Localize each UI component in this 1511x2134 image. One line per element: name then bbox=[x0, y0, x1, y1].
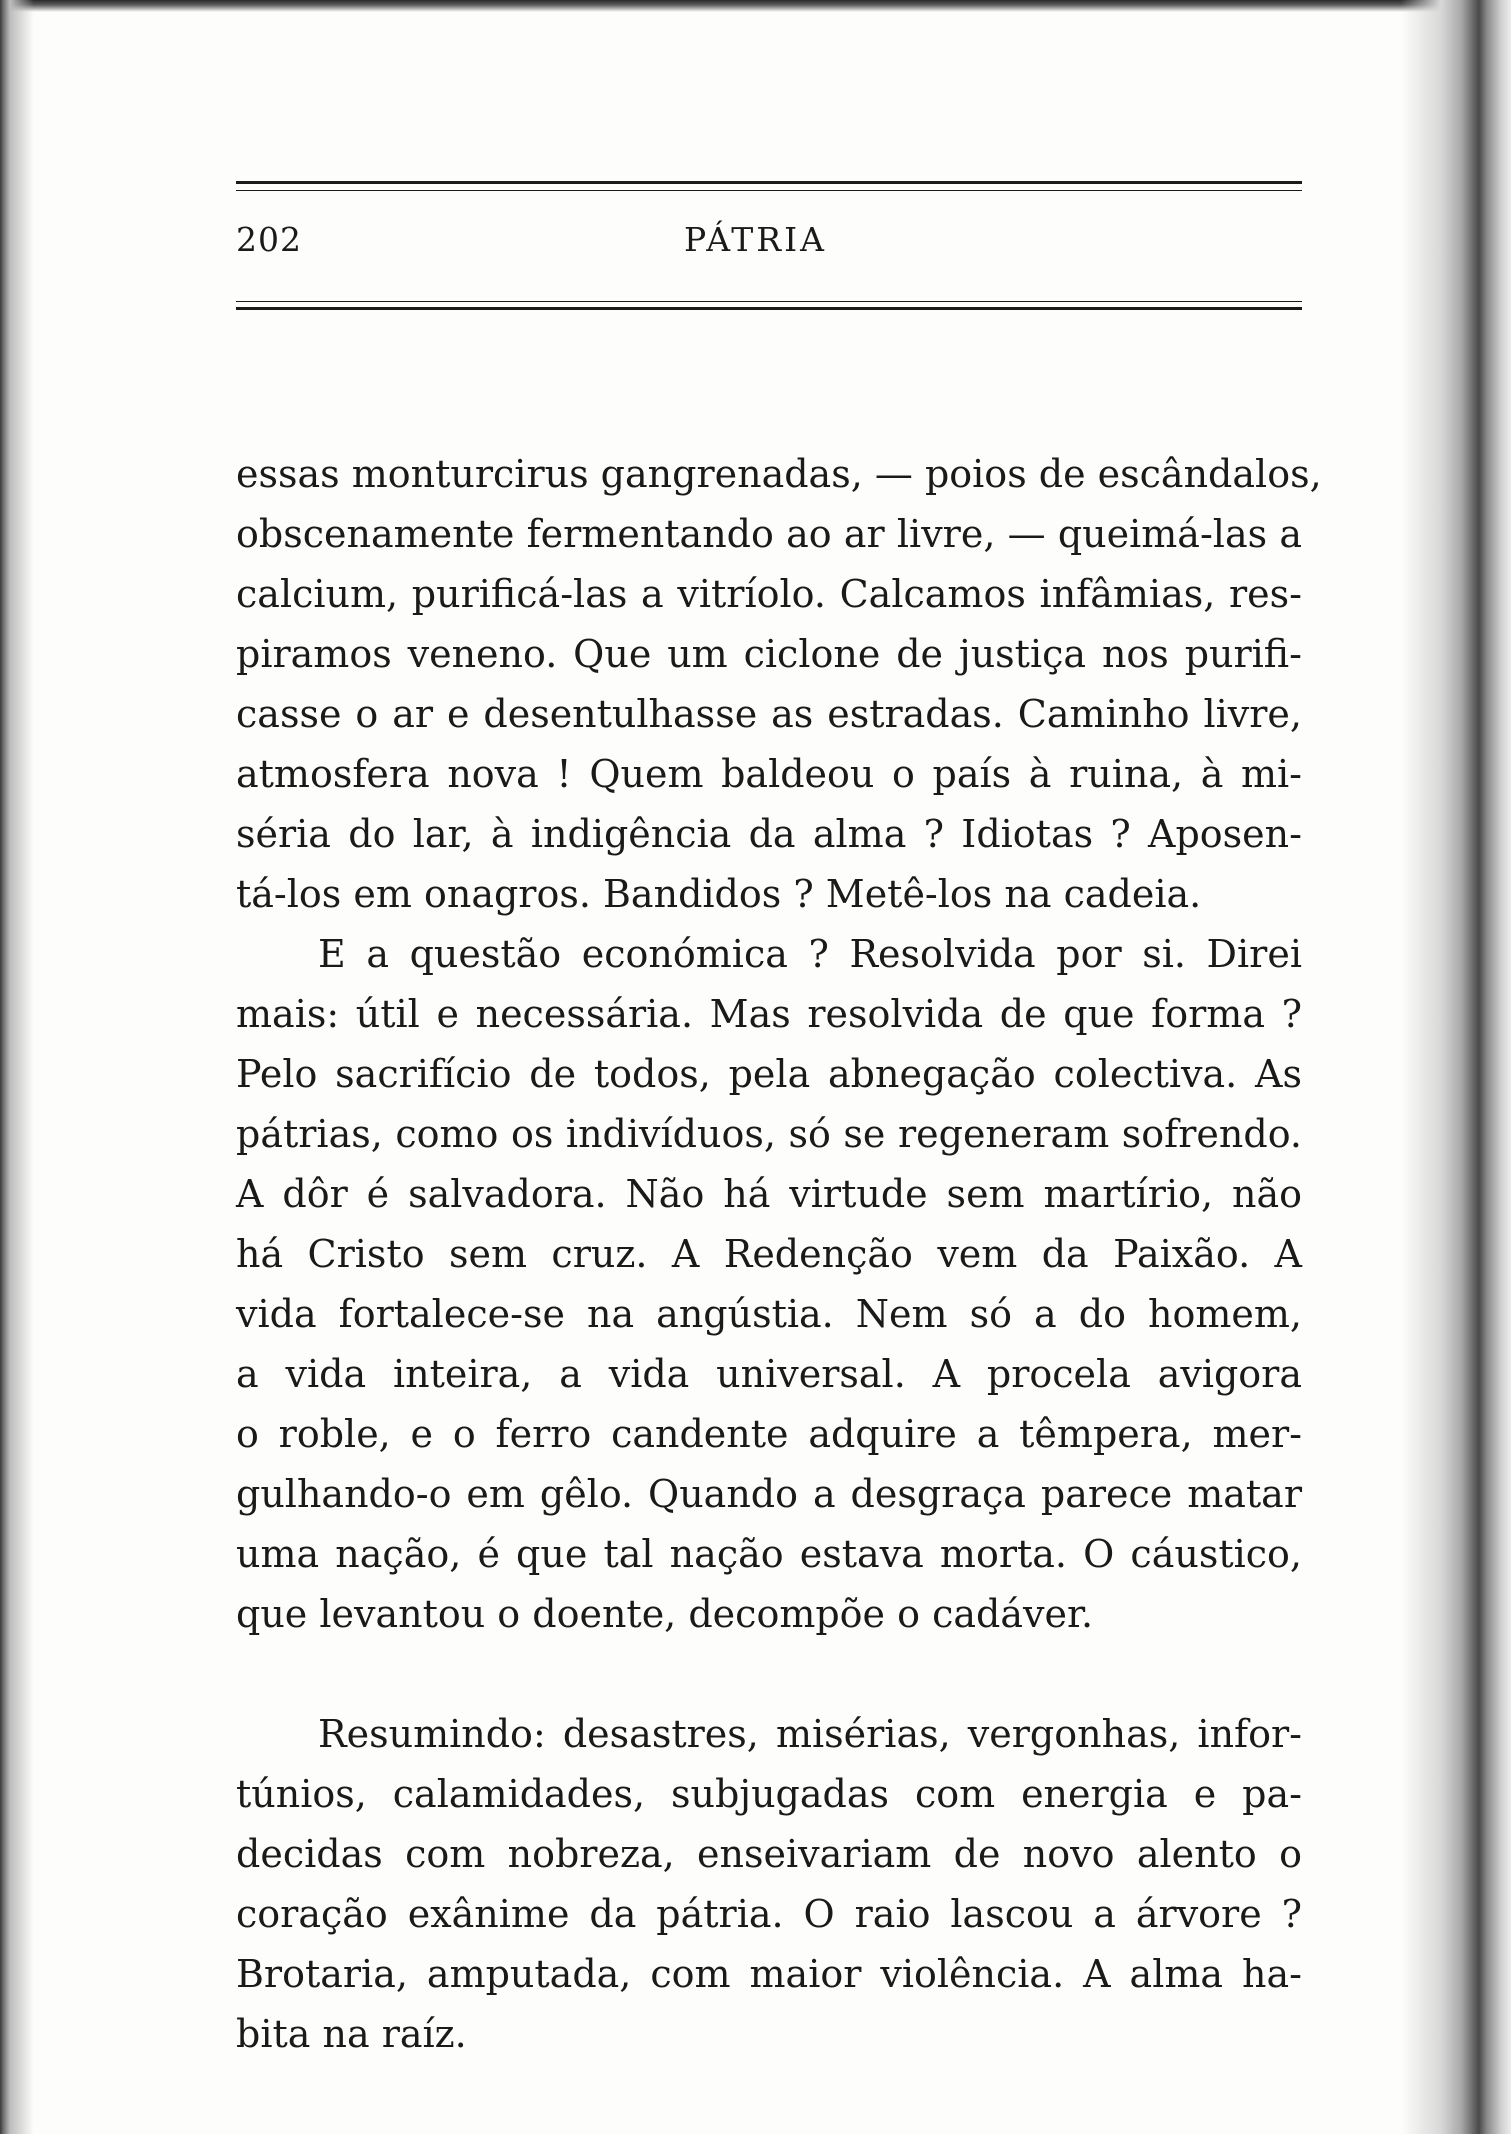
text-line: essas monturcirus gangrenadas, — poios de escândalos, bbox=[236, 452, 1322, 496]
text-line: A dôr é salvadora. Não há virtude sem martírio, não bbox=[236, 1172, 1302, 1216]
text-line: há Cristo sem cruz. A Redenção vem da Paixão. A bbox=[236, 1232, 1302, 1276]
scan-edge-right bbox=[1401, 0, 1511, 2134]
scan-edge-left bbox=[0, 0, 34, 2134]
paragraph bbox=[236, 924, 1302, 1644]
paragraph-gap bbox=[236, 1644, 1302, 1704]
text-line: túnios, calamidades, subjugadas com energia e pa- bbox=[236, 1772, 1302, 1816]
text-line: calcium, purificá-las a vitríolo. Calcamos infâmias, res- bbox=[236, 572, 1302, 616]
text-line: uma nação, é que tal nação estava morta. O cáustico, bbox=[236, 1532, 1302, 1576]
text-line: a vida inteira, a vida universal. A procela avigora bbox=[236, 1352, 1302, 1396]
header-rule-bottom-thick bbox=[236, 307, 1302, 310]
paragraph bbox=[236, 1704, 1302, 2064]
body-text bbox=[236, 444, 1322, 2064]
text-line: piramos veneno. Que um ciclone de justiça nos purifi- bbox=[236, 632, 1302, 676]
text-line: obscenamente fermentando ao ar livre, — queimá-las a bbox=[236, 512, 1302, 556]
text-line: que levantou o doente, decompõe o cadáver. bbox=[236, 1592, 1094, 1636]
text-line: o roble, e o ferro candente adquire a têmpera, mer- bbox=[236, 1412, 1302, 1456]
text-line: mais: útil e necessária. Mas resolvida de que forma ? bbox=[236, 992, 1302, 1036]
running-title: PÁTRIA bbox=[684, 220, 827, 259]
text-line: tá-los em onagros. Bandidos ? Metê-los na cadeia. bbox=[236, 872, 1202, 916]
text-line: gulhando-o em gêlo. Quando a desgraça parece matar bbox=[236, 1472, 1302, 1516]
header-rule-top-thin bbox=[236, 190, 1302, 191]
text-line: Resumindo: desastres, misérias, vergonhas, infor- bbox=[318, 1712, 1302, 1756]
text-line: vida fortalece-se na angústia. Nem só a do homem, bbox=[236, 1292, 1302, 1336]
text-line: Pelo sacrifício de todos, pela abnegação colectiva. As bbox=[236, 1052, 1302, 1096]
text-line: bita na raíz. bbox=[236, 2012, 467, 2056]
text-line: E a questão económica ? Resolvida por si. Direi bbox=[318, 932, 1302, 976]
scan-edge-top bbox=[0, 0, 1511, 12]
text-line: coração exânime da pátria. O raio lascou a árvore ? bbox=[236, 1892, 1302, 1936]
page-number: 202 bbox=[236, 220, 302, 259]
paragraph bbox=[236, 444, 1322, 924]
header-rule-top-thick bbox=[236, 181, 1302, 184]
header-rule-bottom-thin bbox=[236, 301, 1302, 302]
text-line: séria do lar, à indigência da alma ? Idiotas ? Aposen- bbox=[236, 812, 1302, 856]
text-line: casse o ar e desentulhasse as estradas. Caminho livre, bbox=[236, 692, 1302, 736]
text-line: decidas com nobreza, enseivariam de novo alento o bbox=[236, 1832, 1302, 1876]
text-line: Brotaria, amputada, com maior violência. A alma ha- bbox=[236, 1952, 1302, 1996]
text-line: pátrias, como os indivíduos, só se regeneram sofrendo. bbox=[236, 1112, 1302, 1156]
text-line: atmosfera nova ! Quem baldeou o país à ruina, à mi- bbox=[236, 752, 1302, 796]
